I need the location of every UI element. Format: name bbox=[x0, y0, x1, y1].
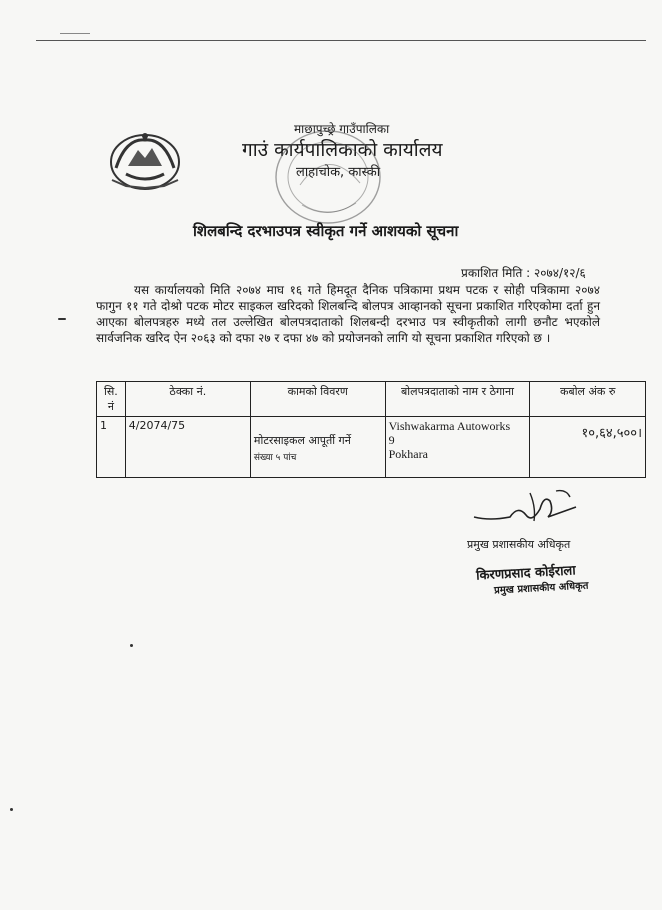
cell-bidder bbox=[385, 417, 530, 478]
header-amount: कबोल अंक रु bbox=[530, 382, 646, 417]
scan-mark bbox=[60, 33, 90, 34]
bidder-name: Vishwakarma Autoworks bbox=[388, 419, 511, 433]
cell-contract-no: 4/2074/75 bbox=[125, 417, 250, 478]
work-quantity: संख्या ५ पांच bbox=[253, 453, 297, 463]
table-header-row bbox=[97, 382, 646, 417]
cell-sn: 1 bbox=[97, 417, 126, 478]
nepal-emblem-icon bbox=[106, 128, 184, 194]
signatory-title: प्रमुख प्रशासकीय अधिकृत bbox=[467, 538, 571, 551]
notice-body: यस कार्यालयको मिति २०७४ माघ १६ गते हिमदूत दैनिक पत्रिकामा प्रथम पटक र सोही पत्रिकामा २०७४ फागुन ११ गते दोश्रो पटक मोटर साइकल खरिदको शिलबन्दि बोलपत्र आव्हानको सूचना प्रकाशित गरिएकोमा दर्ता हुन आएका बोलपत्रहरु मध्ये तल उल्लेखित बोलपत्रदाताको शिलबन्दी दरभाउ पत्र स्वीकृतीको लागी छनौट भएकोले सार्वजनिक खरिद ऐन २०६३ को दफा २७ र दफा ४७ को प्रयोजनको लागि यो सूचना प्रकाशित गरिएको छ । bbox=[96, 283, 600, 345]
published-date: २०७४/१२/६ bbox=[534, 266, 586, 280]
cell-work bbox=[250, 417, 385, 478]
work-description: मोटरसाइकल आपूर्ती गर्ने bbox=[253, 434, 351, 447]
header-work: कामको विवरण bbox=[250, 382, 385, 417]
bidder-city: Pokhara bbox=[388, 447, 428, 461]
municipality-name: माछापुच्छ्रे गाउँपालिका bbox=[294, 122, 390, 136]
top-rule bbox=[36, 40, 646, 41]
header-sn: सि. नं bbox=[97, 382, 126, 417]
table-row bbox=[97, 417, 646, 478]
header-contract-no: ठेक्का नं. bbox=[125, 382, 250, 417]
bidder-number: 9 bbox=[388, 433, 395, 447]
signatory-name-stamp: किरणप्रसाद कोईराला bbox=[475, 563, 577, 584]
notice-heading: शिलबन्दि दरभाउपत्र स्वीकृत गर्ने आशयको सूचना bbox=[193, 222, 459, 240]
cell-amount: १०,६४,५००। bbox=[530, 417, 646, 478]
signatory-title-stamp: प्रमुख प्रशासकीय अधिकृत bbox=[493, 580, 589, 597]
award-table bbox=[96, 381, 646, 478]
scan-speck bbox=[130, 644, 133, 647]
office-title: गाउं कार्यपालिकाको कार्यालय bbox=[242, 139, 443, 161]
scan-speck bbox=[10, 808, 13, 811]
published-date-line bbox=[461, 264, 586, 281]
published-label: प्रकाशित मिति : bbox=[461, 266, 531, 280]
header-bidder: बोलपत्रदाताको नाम र ठेगाना bbox=[385, 382, 530, 417]
scan-speck bbox=[58, 318, 66, 320]
office-location: लाहाचोक, कास्की bbox=[296, 165, 381, 180]
handwritten-signature bbox=[470, 487, 580, 527]
office-seal-stamp bbox=[270, 125, 390, 230]
